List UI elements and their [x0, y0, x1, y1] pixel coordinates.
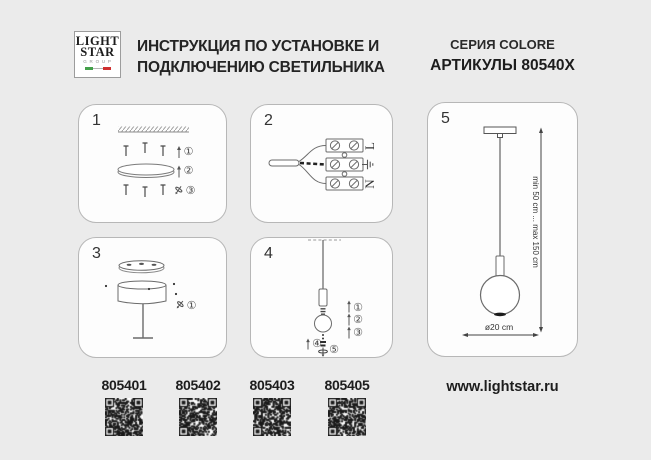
article-item [160, 377, 236, 436]
qr-code [179, 398, 217, 436]
step4-marker-4: ④ [312, 338, 322, 350]
website-label: www.lightstar.ru [446, 379, 559, 395]
step4-marker-2: ② [353, 314, 363, 326]
page-title [137, 36, 385, 78]
article-code: 805405 [324, 377, 370, 393]
ground-icon [362, 160, 373, 169]
step3-number: 3 [92, 245, 101, 262]
glass-ball [315, 315, 332, 332]
article-code: 805403 [249, 377, 295, 393]
step-panel-2 [250, 104, 393, 223]
logo-word-group: GROUP [83, 59, 114, 64]
logo-word-light: LIGHT [75, 34, 120, 48]
step5-diagram [428, 103, 579, 358]
step-panel-3 [78, 237, 227, 358]
step1-diagram [79, 105, 228, 224]
step4-marker-3: ③ [353, 327, 363, 339]
article-item [234, 377, 310, 436]
terminal-label-neutral: N [362, 178, 377, 189]
dowel-icons [124, 143, 166, 156]
screw-icons [124, 185, 166, 197]
qr-code [105, 398, 143, 436]
thread-lines [321, 309, 326, 314]
page-title-line1: ИНСТРУКЦИЯ ПО УСТАНОВКЕ И [137, 38, 380, 55]
power-cable [269, 160, 299, 166]
articles-label: АРТИКУЛЫ 80540X [430, 57, 575, 74]
step5-number: 5 [441, 110, 450, 127]
step4-number: 4 [264, 245, 273, 262]
screw-top-icon [174, 299, 185, 311]
flag-green-bar [85, 67, 93, 70]
screw-top-icon [173, 184, 184, 196]
canopy-top [118, 281, 166, 289]
glass-ball [481, 276, 520, 315]
step1-number: 1 [92, 112, 101, 129]
logo-word-star: STAR [80, 44, 115, 59]
diameter-label: ø20 cm [484, 322, 514, 332]
step-panel-5 [427, 102, 578, 357]
rod [133, 304, 153, 338]
ball-bottom-cap [494, 313, 506, 317]
plate-stem [498, 134, 503, 138]
step4-marker-1: ① [353, 302, 363, 314]
italian-flag-icon [85, 67, 111, 70]
socket-housing [319, 289, 327, 306]
socket-housing [496, 256, 504, 276]
qr-code [253, 398, 291, 436]
step2-diagram [251, 105, 394, 224]
article-code: 805401 [101, 377, 147, 393]
step3-marker-1: ① [186, 300, 197, 312]
brand-logo [74, 31, 121, 78]
step3-diagram [79, 238, 228, 359]
qr-code [328, 398, 366, 436]
step-panel-4 [250, 237, 393, 358]
series-label: СЕРИЯ COLORE [450, 37, 555, 52]
height-range-label: min 50 cm ... max 150 cm [531, 176, 540, 268]
ceiling-hatch [118, 127, 189, 132]
step4-marker-5: ⑤ [329, 344, 339, 356]
phase-wire-dashed [300, 163, 326, 165]
step1-marker-2: ② [183, 165, 194, 177]
step1-marker-3: ③ [185, 185, 196, 197]
mounting-ring [118, 164, 174, 175]
step2-number: 2 [264, 112, 273, 129]
step1-marker-1: ① [183, 146, 194, 158]
step-panel-1 [78, 104, 227, 223]
terminal-label-live: L [362, 141, 377, 150]
series-header [427, 37, 578, 75]
mounting-plate [119, 261, 164, 271]
article-code: 805402 [175, 377, 221, 393]
ceiling-plate [484, 127, 516, 134]
article-item [309, 377, 385, 436]
flag-red-bar [103, 67, 111, 70]
flag-divider-line [93, 68, 103, 69]
article-item [86, 377, 162, 436]
page-title-line2: ПОДКЛЮЧЕНИЮ СВЕТИЛЬНИКА [137, 59, 385, 76]
